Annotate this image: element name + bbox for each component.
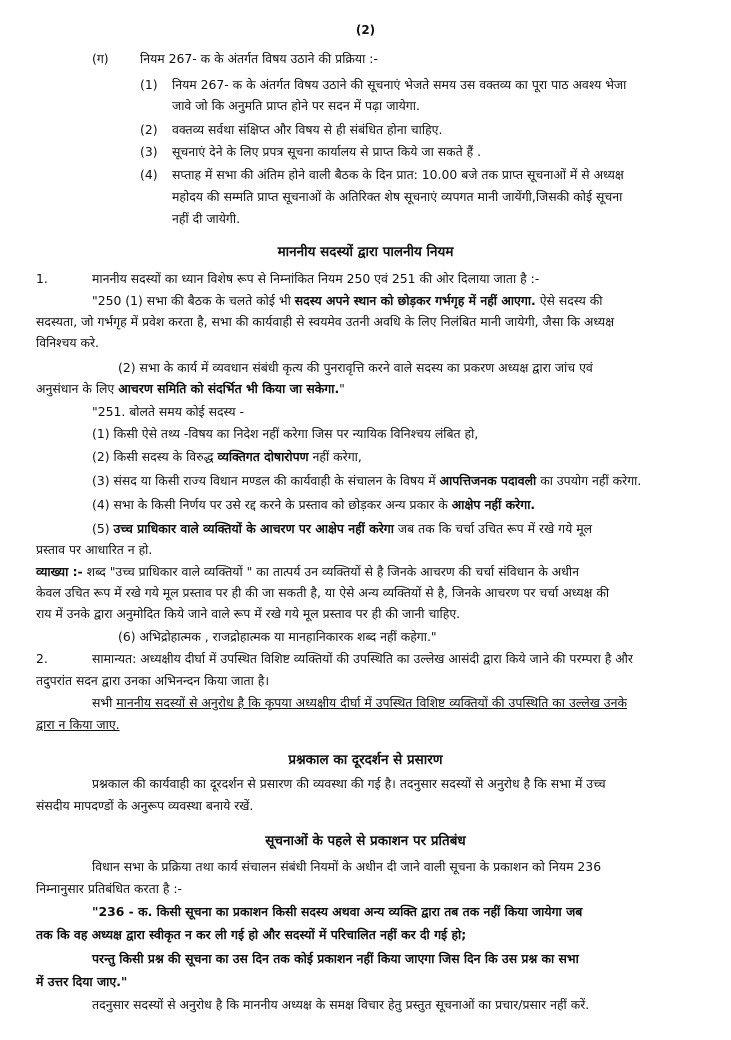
rule-251-item-3: (3) संसद या किसी राज्य विधान मण्डल की कार्यवाही के संचालन के विषय में आपत्तिजनक पदावली का उपयोग नहीं करेगा. [92,473,642,488]
item-1-number: (1) [140,77,158,92]
heading-question-hour-broadcast: प्रश्नकाल का दूरदर्शन से प्रसारण [288,752,443,768]
explanation-line-3: राय में उनके द्वारा अनुमोदित किये जाने वाले रूप में रखे गये मूल प्रस्ताव पर ही की जानी चाहिए. [36,606,461,621]
item-4-line-2: महोदय की सम्मति प्राप्त सूचनाओं के अतिरिक्त शेष सूचनाएं व्यपगत मानी जायेंगी,जिसकी कोई सूचना [172,189,623,204]
rule-250-line-3: विनिश्चय करे. [36,335,99,350]
item-3-number: (3) [140,144,158,159]
rule-251-item-1: (1) किसी ऐसे तथ्य -विषय का निदेश नहीं करेगा जिस पर न्यायिक विनिश्चय लंबित हो, [92,426,479,441]
explanation-line-1: व्याख्या :- शब्द "उच्च प्राधिकार वाले व्यक्तियों " का तात्पर्य उन व्यक्तियों से है जिनके आचरण की चर्चा संविधान के अधीन [36,564,579,579]
explanation-line-2: केवल उचित रूप में रखे गये मूल प्रस्ताव पर ही की जा सकती है, या ऐसे अन्य व्यक्तियों से है, जिनके आचरण पर चर्चा अध्यक्ष की [36,585,610,600]
item-4-number: (4) [140,167,158,182]
para-1-intro: माननीय सदस्यों का ध्यान विशेष रूप से निम्नांकित नियम 250 एवं 251 की ओर दिलाया जाता है :- [92,271,540,286]
item-4-line-1: सप्ताह में सभा की अंतिम होने वाली बैठक के दिन प्रात: 10.00 बजे तक प्राप्त सूचनाओं में से अध्यक्ष [172,167,624,182]
rule-251-item-2: (2) किसी सदस्य के विरुद्ध व्यक्तिगत दोषारोपण नहीं करेगा, [92,449,362,464]
page-number: (2) [355,23,376,37]
item-1-line-2: जावे जो कि अनुमति प्राप्त होने पर सदन में पढ़ा जायेगा. [172,98,420,113]
para-2-line-2: तदुपरांत सदन द्वारा उनका अभिनन्दन किया जाता है। [36,673,270,688]
para-2-line-4: द्वारा न किया जाए. [36,717,120,732]
section-g-title: नियम 267- क के अंतर्गत विषय उठाने की प्रक्रिया :- [140,51,378,66]
para-4-line-2: निम्नानुसार प्रतिबंधित करता है :- [36,881,183,896]
para-2-number: 2. [36,651,48,666]
item-1-line-1: नियम 267- क के अंतर्गत विषय उठाने की सूचनाएं भेजते समय उस वक्तव्य का पूरा पाठ अवश्य भेजा [172,77,627,92]
item-4-line-3: नहीं दी जायेगी. [172,211,241,226]
para-2-line-3: सभी माननीय सदस्यों से अनुरोध है कि कृपया अध्यक्षीय दीर्घा में उपस्थित विशिष्ट व्यक्तियों की उपस्थिति का उल्लेख उनके [92,695,627,710]
para-4-closing: तदनुसार सदस्यों से अनुरोध है कि माननीय अध्यक्ष के समक्ष विचार हेतु प्रस्तुत सूचनाओं का प्रचार/प्रसार नहीं करें. [92,997,590,1012]
rule-250-line-2: सदस्यता, जो गर्भगृह में प्रवेश करता है, सभा की कार्यवाही से स्वयमेव उतनी अवधि के लिए निलंबित मानी जायेगी, जैसा कि अध्यक्ष [36,314,615,329]
rule-236-line-3: परन्तु किसी प्रश्न की सूचना का उस दिन तक कोई प्रकाशन नहीं किया जाएगा जिस दिन कि उस प्रश्न का सभा [92,951,579,966]
rule-251-item-5-line-2: प्रस्ताव पर आधारित न हो. [36,542,153,557]
section-g-marker: (ग) [92,51,109,66]
para-3-line-1: प्रश्नकाल की कार्यवाही का दूरदर्शन से प्रसारण की व्यवस्था की गई है। तदनुसार सदस्यों से अनुरोध है कि सभा में उच्च [92,776,606,791]
item-2-number: (2) [140,122,158,137]
rule-251-item-5: (5) उच्च प्राधिकार वाले व्यक्तियों के आचरण पर आक्षेप नहीं करेगा जब तक कि चर्चा उचित रूप में रखे गये मूल [92,521,593,536]
rule-251-heading: "251. बोलते समय कोई सदस्य - [92,404,244,419]
para-3-line-2: संसदीय मापदण्डों के अनुरूप व्यवस्था बनाये रखें. [36,798,254,813]
para-1-number: 1. [36,271,48,286]
rule-250-2-line-1: (2) सभा के कार्य में व्यवधान संबंधी कृत्य की पुनरावृत्ति करने वाले सदस्य का प्रकरण अध्यक्ष द्वारा जांच एवं [118,360,593,375]
rule-251-item-4: (4) सभा के किसी निर्णय पर उसे रद्द करने के प्रस्ताव को छोड़कर अन्य प्रकार के आक्षेप नहीं करेगा. [92,497,536,512]
rule-236-line-4: में उत्तर दिया जाए." [36,974,128,989]
item-3-line-1: सूचनाएं देने के लिए प्रपत्र सूचना कार्यालय से प्राप्त किये जा सकते हैं . [172,144,482,159]
explanation-label: व्याख्या :- [36,564,83,579]
rule-250-2-line-2: अनुसंधान के लिए आचरण समिति को संदर्भित भी किया जा सकेगा." [36,381,345,396]
rule-250-line-1: "250 (1) सभा की बैठक के चलते कोई भी सदस्य अपने स्थान को छोड़कर गर्भगृह में नहीं आएगा. ऐसे सदस्य की [92,293,603,308]
heading-member-rules: माननीय सदस्यों द्वारा पालनीय नियम [277,244,454,260]
rule-251-item-6: (6) अभिद्रोहात्मक , राजद्रोहात्मक या मानहानिकारक शब्द नहीं कहेगा." [118,629,437,644]
rule-236-line-1: "236 - क. किसी सूचना का प्रकाशन किसी सदस्य अथवा अन्य व्यक्ति द्वारा तब तक नहीं किया जायेगा जब [92,904,583,919]
para-4-line-1: विधान सभा के प्रक्रिया तथा कार्य संचालन संबंधी नियमों के अधीन दी जाने वाली सूचना के प्रकाशन को नियम 236 [92,859,602,874]
rule-236-line-2: तक कि वह अध्यक्ष द्वारा स्वीकृत न कर ली गई हो और सदस्यों में परिचालित नहीं कर दी गई हो; [36,927,467,942]
para-2-line-1: सामान्यत: अध्यक्षीय दीर्घा में उपस्थित विशिष्ट व्यक्तियों की उपस्थिति का उल्लेख आसंदी द्वारा किये जाने की परम्परा है और [92,651,634,666]
item-2-line-1: वक्तव्य सर्वथा संक्षिप्त और विषय से ही संबंधित होना चाहिए. [172,122,443,137]
heading-prepublication-ban: सूचनाओं के पहले से प्रकाशन पर प्रतिबंध [265,833,466,849]
